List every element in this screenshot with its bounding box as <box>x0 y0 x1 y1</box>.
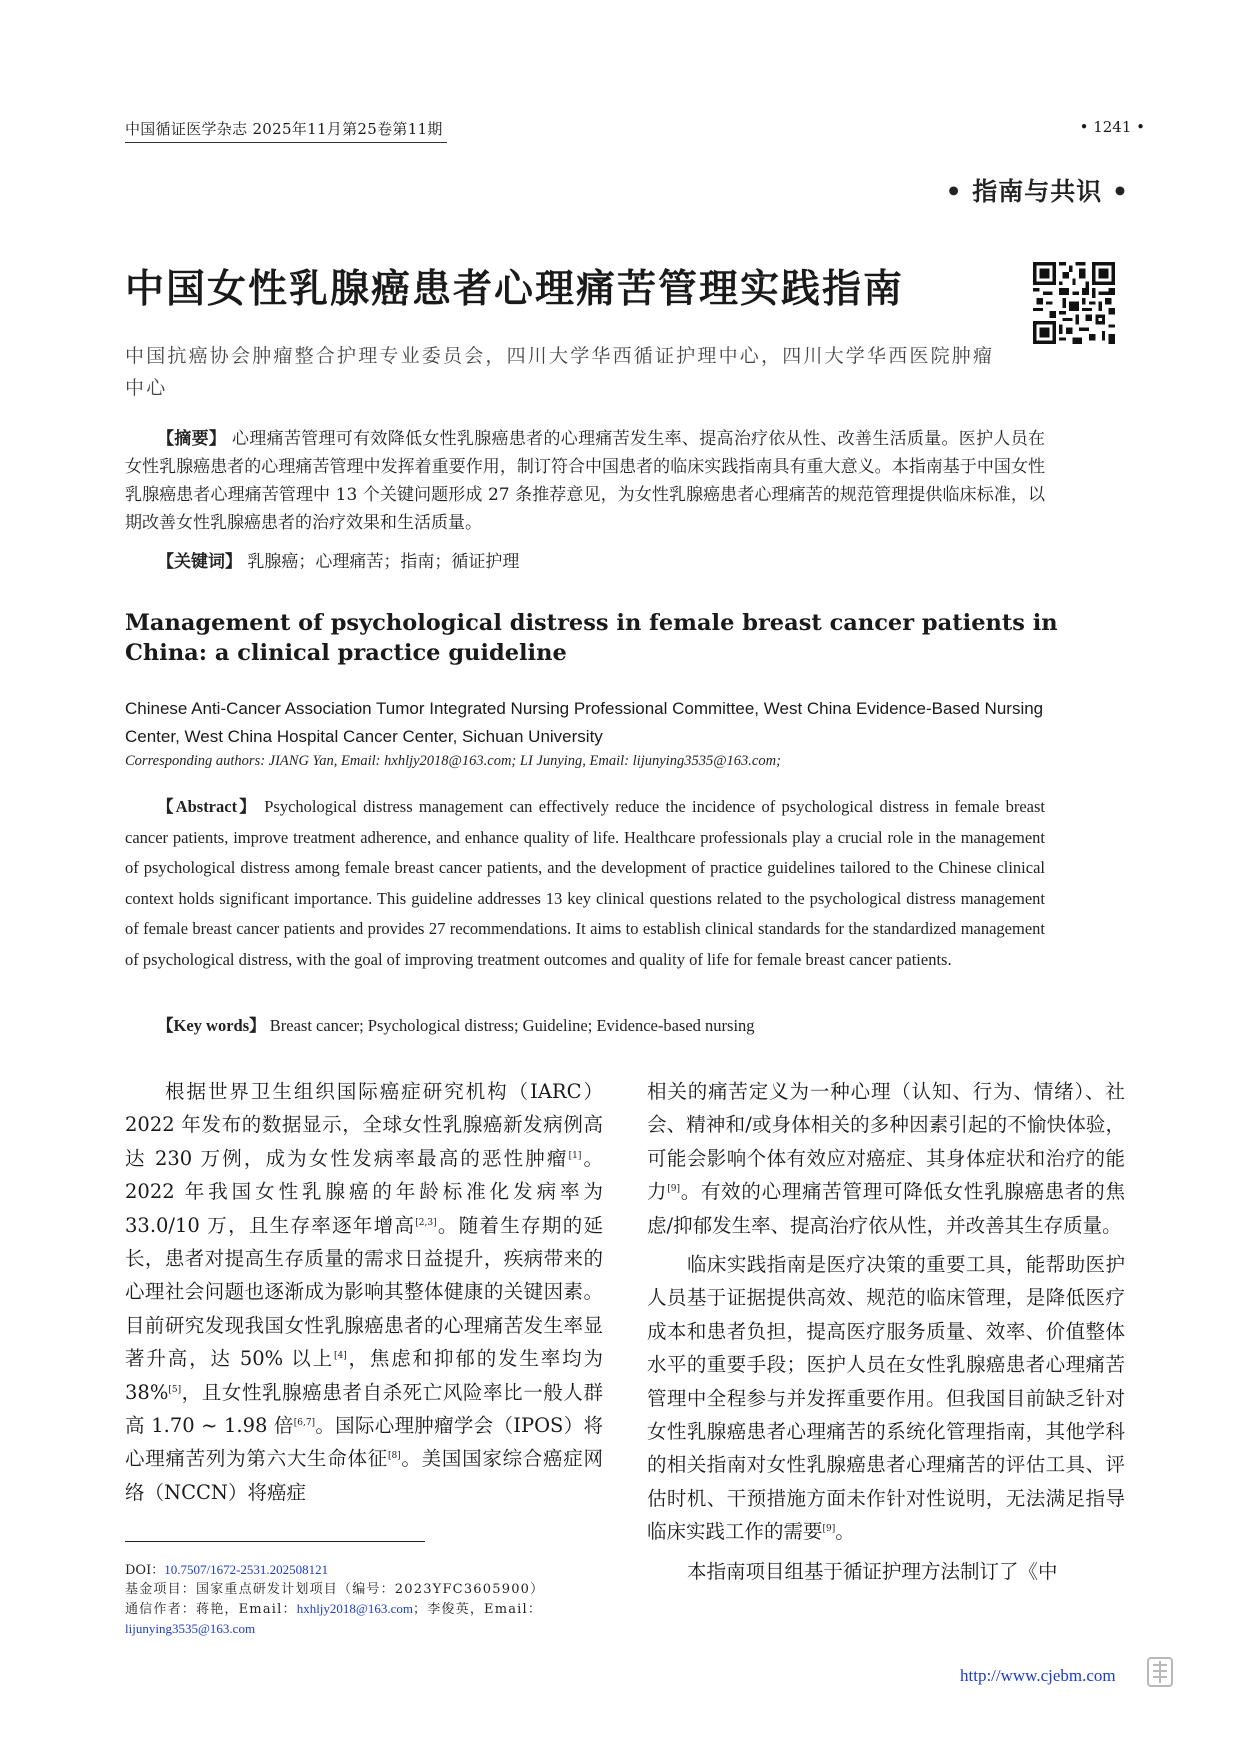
citation[interactable]: [4] <box>333 1351 347 1362</box>
site-url-link[interactable]: http://www.cjebm.com <box>960 1666 1116 1685</box>
body-text: ，且女性乳腺癌患者自杀死亡风险率比一般人群高 1.70 ~ 1.98 倍 <box>125 1380 603 1438</box>
body-text: 。 <box>835 1520 855 1544</box>
doi-link[interactable]: 10.7507/1672-2531.202508121 <box>164 1562 329 1577</box>
abstract-en-body: Psychological distress management can effectively reduce the incidence of psychological distress in female breast cancer patients, improve treatment adherence, and enhance quality of life. Healthcare professionals play a crucial role in the management of psychological distress among female breast cancer patients, and the development of practice guidelines tailored to the Chinese clinical context holds significant importance. This guideline addresses 13 key clinical questions related to the psychological distress management of female breast cancer patients and provides 27 recommendations. It aims to establish clinical standards for the standardized management of psychological distress, with the goal of improving treatment outcomes and quality of life for female breast cancer patients. <box>125 797 1046 969</box>
abstract-cn <box>125 425 1045 537</box>
body-column-left <box>125 1075 603 1504</box>
citation[interactable]: [9] <box>822 1524 836 1535</box>
page-number: • 1241 • <box>1079 118 1145 136</box>
abstract-en <box>125 792 1045 975</box>
corresponding-en: Corresponding authors: JIANG Yan, Email: hxhljy2018@163.com; LI Junying, Email: lijunying3535@163.com; <box>125 753 781 769</box>
qr-code-icon[interactable] <box>1033 262 1115 344</box>
header-rule <box>125 142 447 143</box>
citation[interactable]: [1] <box>568 1150 582 1161</box>
citation[interactable]: [2,3] <box>415 1217 437 1228</box>
fund-line: 基金项目：国家重点研发计划项目（编号：2023YFC3605900） <box>125 1582 545 1597</box>
abstract-en-head: 【Abstract】 <box>157 797 258 816</box>
email-link[interactable]: hxhljy2018@163.com <box>296 1601 414 1616</box>
keywords-cn-body: 乳腺癌；心理痛苦；指南；循证护理 <box>247 552 520 572</box>
email-link[interactable]: lijunying3535@163.com <box>125 1621 256 1636</box>
body-text: 相关的痛苦定义为一种心理（认知、行为、情绪）、社会、精神和/或身体相关的多种因素引起的不愉快体验，可能会影响个体有效应对癌症、其身体症状和治疗的能力 <box>647 1080 1125 1204</box>
keywords-en-head: 【Key words】 <box>157 1016 266 1035</box>
body-text: 临床实践指南是医疗决策的重要工具，能帮助医护人员基于证据提供高效、规范的临床管理，是降低医疗成本和患者负担，提高医疗服务质量、效率、价值整体水平的重要手段；医护人员在女性乳腺癌患者心理痛苦管理中全程参与并发挥重要作用。但我国目前缺乏针对女性乳腺癌患者心理痛苦的系统化管理指南，其他学科的相关指南对女性乳腺癌患者心理痛苦的评估工具、评估时机、干预措施方面未作针对性说明，无法满足指导临床实践工作的需要 <box>647 1253 1125 1544</box>
corr-label: 通信作者：蒋艳，Email： <box>125 1602 297 1617</box>
body-text: 。2022 年我国女性乳腺癌的年龄标准化发病率为 33.0/10 万，且生存率逐年增高 <box>125 1146 603 1237</box>
section-label: • 指南与共识 • <box>945 177 1129 206</box>
body-paragraph <box>647 1248 1125 1549</box>
title-cn: 中国女性乳腺癌患者心理痛苦管理实践指南 <box>125 267 905 312</box>
abstract-cn-head: 【摘要】 <box>157 429 227 449</box>
journal-header: 中国循证医学杂志 2025年11月第25卷第11期 <box>125 120 443 138</box>
body-paragraph: 本指南项目组基于循证护理方法制订了《中 <box>687 1559 1058 1583</box>
doi-label: DOI： <box>125 1563 165 1578</box>
body-paragraph <box>647 1075 1125 1242</box>
footnote-rule <box>125 1541 425 1542</box>
citation[interactable]: [5] <box>168 1384 182 1395</box>
authors-cn: 中国抗癌协会肿瘤整合护理专业委员会，四川大学华西循证护理中心，四川大学华西医院肿瘤中心 <box>125 345 995 399</box>
abstract-cn-body: 心理痛苦管理可有效降低女性乳腺癌患者的心理痛苦发生率、提高治疗依从性、改善生活质量。医护人员在女性乳腺癌患者的心理痛苦管理中发挥着重要作用，制订符合中国患者的临床实践指南具有重大意义。本指南基于中国女性乳腺癌患者心理痛苦管理中 13 个关键问题形成 27 条推荐意见，为女性乳腺癌患者心理痛苦的规范管理提供临床标准，以期改善女性乳腺癌患者的治疗效果和生活质量。 <box>125 429 1046 533</box>
doi-line <box>125 1560 605 1580</box>
body-text: 。随着生存期的延长，患者对提高生存质量的需求日益提升，疾病带来的心理社会问题也逐渐成为影响其整体健康的关键因素。目前研究发现我国女性乳腺癌患者的心理痛苦发生率显著升高，达 50% 以上 <box>125 1213 603 1371</box>
citation[interactable]: [6,7] <box>293 1418 316 1429</box>
corresponding-line-2 <box>125 1619 605 1639</box>
citation[interactable]: [8] <box>387 1451 401 1462</box>
title-en: Management of psychological distress in female breast cancer patients in China: a clinical practice guideline <box>125 610 1058 666</box>
body-text: 根据世界卫生组织国际癌症研究机构（IARC）2022 年发布的数据显示，全球女性乳腺癌新发病例高达 230 万例，成为女性发病率最高的恶性肿瘤 <box>125 1080 603 1170</box>
body-text: ，焦虑和抑郁的发生率均为 38% <box>125 1347 603 1404</box>
journal-logo-icon <box>1145 1655 1175 1689</box>
body-paragraph <box>125 1075 603 1509</box>
keywords-en-body: Breast cancer; Psychological distress; Guideline; Evidence-based nursing <box>269 1016 755 1035</box>
body-text: 。有效的心理痛苦管理可降低女性乳腺癌患者的焦虑/抑郁发生率、提高治疗依从性，并改善其生存质量。 <box>647 1180 1125 1237</box>
keywords-cn <box>125 548 1045 576</box>
authors-en: Chinese Anti-Cancer Association Tumor Integrated Nursing Professional Committee, West China Evidence-Based Nursing Center, West China Hospital Cancer Center, Sichuan University <box>125 699 1044 746</box>
citation[interactable]: [9] <box>667 1184 680 1195</box>
keywords-en <box>125 1012 1045 1040</box>
footnotes <box>125 1560 605 1639</box>
corresponding-line <box>125 1599 605 1619</box>
body-text: 。美国国家综合癌症网络（NCCN）将癌症 <box>125 1447 603 1504</box>
corr-mid: ；李俊英，Email： <box>413 1602 543 1617</box>
keywords-cn-head: 【关键词】 <box>157 552 242 572</box>
body-text: 。国际心理肿瘤学会（IPOS）将心理痛苦列为第六大生命体征 <box>125 1414 603 1471</box>
body-column-right <box>647 1075 1125 1615</box>
